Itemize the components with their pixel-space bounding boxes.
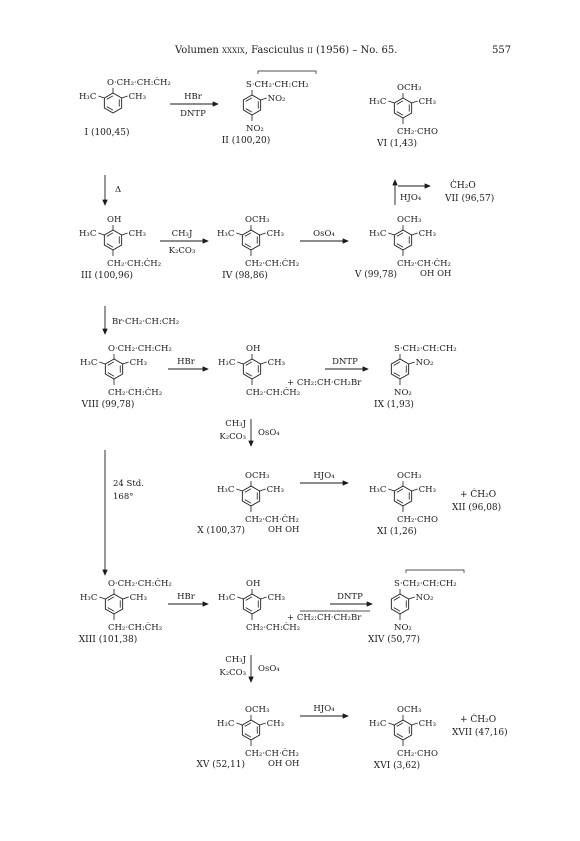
substituent-right: CH₃ [129, 593, 147, 603]
compound-label: IV (98,86) [222, 271, 268, 281]
compound-label: XIII (101,38) [78, 635, 138, 645]
reagent-r15: CH₃J [225, 655, 246, 665]
side-product-VII: ĊH₂O [450, 181, 476, 191]
substituent-right: CH₃ [266, 485, 284, 495]
substituent-top: S·CH₂·CH:CH₂ [394, 579, 457, 589]
reagent-r10: OsO₄ [258, 428, 280, 438]
substituent-left: H₃C [218, 593, 236, 603]
compound-label: VIII (99,78) [81, 400, 135, 410]
substituent-top: OH [246, 579, 261, 589]
substituent-bottom-diol: OH OH [268, 759, 300, 769]
substituent-left: H₃C [217, 485, 235, 495]
substituent-right: CH₃ [266, 719, 284, 729]
bond-right [122, 96, 128, 98]
label-overbar [258, 71, 316, 74]
reagent-r11: HJO₄ [313, 471, 335, 481]
page-number: 557 [492, 45, 512, 56]
bond-left [388, 723, 394, 725]
compound-label: III (100,96) [80, 271, 134, 281]
bond-left [98, 96, 104, 98]
substituent-left: H₃C [369, 485, 387, 495]
substituent-left: H₃C [217, 229, 235, 239]
bond-right [260, 489, 266, 491]
substituent-right: CH₃ [266, 229, 284, 239]
bond-left [236, 233, 242, 235]
reagent-r3: K₂CO₃ [168, 246, 196, 256]
substituent-bottom: NO₂ [246, 124, 264, 134]
bond-left [237, 362, 243, 364]
compound-V [354, 215, 452, 280]
substituent-right: CH₃ [267, 593, 285, 603]
substituent-top: O·CH₂·CH:ĊH₂ [107, 78, 171, 88]
bond-right [261, 362, 267, 364]
bond-left [99, 597, 105, 599]
substituent-left: H₃C [80, 593, 98, 603]
compound-label: V (99,78) [354, 270, 397, 280]
bond-left [236, 489, 242, 491]
compound-label: XVI (3,62) [373, 761, 421, 771]
substituent-bottom: CH₂·CH:ĊH₂ [245, 259, 300, 269]
substituent-bottom: CH₂·CH:ĊH₂ [108, 623, 163, 633]
compound-XV [196, 705, 299, 770]
reagent-r1: HBr [184, 92, 202, 102]
compound-label: XI (1,26) [377, 527, 417, 537]
substituent-right: CH₃ [128, 92, 146, 102]
reagent-r4: OsO₄ [313, 229, 335, 239]
side-product-label-XII: XII (96,08) [452, 503, 502, 513]
substituent-right: CH₃ [129, 358, 147, 368]
substituent-bottom: CH₂·CHO [397, 749, 438, 759]
substituent-bottom: CH₂·CH:ĊH₂ [108, 388, 163, 398]
substituent-left: H₃C [80, 358, 98, 368]
running-header: Volumen xxxix, Fasciculus ii (1956) – No. 65. [175, 45, 398, 56]
substituent-left: H₃C [218, 358, 236, 368]
compound-IX [374, 344, 457, 410]
reagent-r5: HJO₄ [400, 193, 422, 203]
bond-right [261, 98, 267, 100]
substituent-left: H₃C [79, 92, 97, 102]
substituent-bottom-diol: OH OH [420, 269, 452, 279]
substituent-bottom: CH₂·CHO [397, 515, 438, 525]
reagent-r12: 24 Std. [113, 479, 144, 489]
substituent-right: CH₃ [418, 229, 436, 239]
reagent-r6: Br·CH₂·CH:CH₂ [112, 317, 180, 327]
substituent-bottom: CH₂·CH·ĊH₂ [397, 259, 451, 269]
compound-label: XIV (50,77) [367, 635, 421, 645]
bond-left [237, 597, 243, 599]
substituent-top: OCH₃ [397, 705, 422, 715]
allyl-bromide-byproduct: + CH₂:CH·CH₂Br [287, 613, 362, 623]
bond-right [260, 233, 266, 235]
substituent-left: H₃C [217, 719, 235, 729]
substituent-right: CH₃ [418, 97, 436, 107]
substituent-top: OCH₃ [397, 83, 422, 93]
reagent-r8: DNTP [332, 357, 358, 367]
compound-XIII [79, 577, 172, 645]
substituent-right: NO₂ [415, 358, 434, 368]
bond-left [98, 233, 104, 235]
substituent-right: CH₃ [128, 229, 146, 239]
reagent-r17: HJO₄ [313, 704, 335, 714]
compound-II [222, 80, 309, 146]
bond-right [409, 597, 415, 599]
substituent-top: S·CH₂·CH:CH₂ [394, 344, 457, 354]
side-product-XVII: + ĊH₂O [460, 715, 497, 725]
substituent-right: NO₂ [415, 593, 434, 603]
reagent-r3: CH₃J [171, 229, 193, 239]
bond-left [236, 723, 242, 725]
compound-P1 [218, 344, 300, 398]
substituent-bottom: CH₂·CHO [397, 127, 438, 137]
substituent-bottom-diol: OH OH [268, 525, 300, 535]
reagent-r9: CH₃J [225, 419, 246, 429]
reagent-r16: OsO₄ [258, 664, 280, 674]
substituent-right: CH₃ [267, 358, 285, 368]
compound-IV [217, 215, 299, 281]
substituent-top: S·CH₂·CH:CH₂ [246, 80, 309, 90]
compound-label: IX (1,93) [374, 400, 414, 410]
bond-left [388, 489, 394, 491]
allyl-bromide-byproduct: + CH₂:CH·CH₂Br [287, 378, 362, 388]
compound-VI [369, 83, 438, 149]
compound-XI [369, 471, 438, 537]
bond-right [123, 362, 129, 364]
substituent-left: H₃C [369, 719, 387, 729]
bond-left [388, 233, 394, 235]
side-product-label-XVII: XVII (47,16) [452, 728, 508, 738]
bond-right [412, 723, 418, 725]
bond-right [412, 233, 418, 235]
compound-XVI [369, 705, 438, 771]
bond-right [412, 489, 418, 491]
compound-label: VI (1,43) [377, 139, 417, 149]
reagent-r1: DNTP [180, 109, 206, 119]
substituent-left: H₃C [79, 229, 97, 239]
reagent-r7: HBr [177, 357, 195, 367]
bond-right [122, 233, 128, 235]
compound-label: X (100,37) [197, 526, 245, 536]
reaction-texts [112, 92, 508, 738]
substituent-left: H₃C [369, 229, 387, 239]
substituent-right: CH₃ [418, 719, 436, 729]
substituent-bottom: CH₂·CH:ĊH₂ [246, 388, 301, 398]
reagent-r2: Δ [115, 185, 122, 195]
substituent-top: OH [246, 344, 261, 354]
substituent-top: OCH₃ [245, 705, 270, 715]
substituent-top: OCH₃ [397, 215, 422, 225]
bond-right [260, 723, 266, 725]
substituent-left: H₃C [369, 97, 387, 107]
substituent-bottom: NO₂ [394, 623, 412, 633]
reagent-r15: K₂CO₃ [219, 668, 246, 678]
bond-right [409, 362, 415, 364]
substituent-top: OCH₃ [397, 471, 422, 481]
side-product-XII: + ĊH₂O [460, 490, 497, 500]
substituent-top: O·CH₂·CH:ĊH₂ [108, 579, 172, 589]
substituent-bottom: NO₂ [394, 388, 412, 398]
compound-X [197, 471, 299, 536]
substituent-top: OH [107, 215, 122, 225]
substituent-bottom: CH₂·CH:ĊH₂ [107, 259, 162, 269]
substituent-top: OCH₃ [245, 215, 270, 225]
bond-left [99, 362, 105, 364]
substituent-bottom: CH₂·CH·ĊH₂ [245, 749, 299, 759]
reagent-r13: HBr [177, 592, 195, 602]
label-overbar [406, 570, 464, 573]
bond-right [412, 101, 418, 103]
substituent-bottom: CH₂·CH:ĊH₂ [246, 623, 301, 633]
substituent-right: CH₃ [418, 485, 436, 495]
compound-label: I (100,45) [84, 128, 130, 138]
reagent-r12: 168° [113, 492, 134, 502]
substituent-top: O·CH₂·CH:CH₂ [108, 344, 172, 354]
compound-VIII [80, 344, 172, 410]
side-product-label-VII: VII (96,57) [445, 194, 495, 204]
bond-left [388, 101, 394, 103]
compound-label: XV (52,11) [196, 760, 245, 770]
reagent-r9: K₂CO₃ [219, 432, 246, 442]
compound-XIV [368, 579, 457, 645]
compound-I [79, 76, 171, 138]
substituent-bottom: CH₂·CH·ĊH₂ [245, 515, 299, 525]
substituent-right: NO₂ [267, 94, 286, 104]
bond-right [123, 597, 129, 599]
compound-III [79, 215, 161, 281]
substituent-top: OCH₃ [245, 471, 270, 481]
compound-P2 [218, 579, 300, 633]
reagent-r14: DNTP [337, 592, 363, 602]
bond-right [261, 597, 267, 599]
compound-label: II (100,20) [221, 136, 271, 146]
